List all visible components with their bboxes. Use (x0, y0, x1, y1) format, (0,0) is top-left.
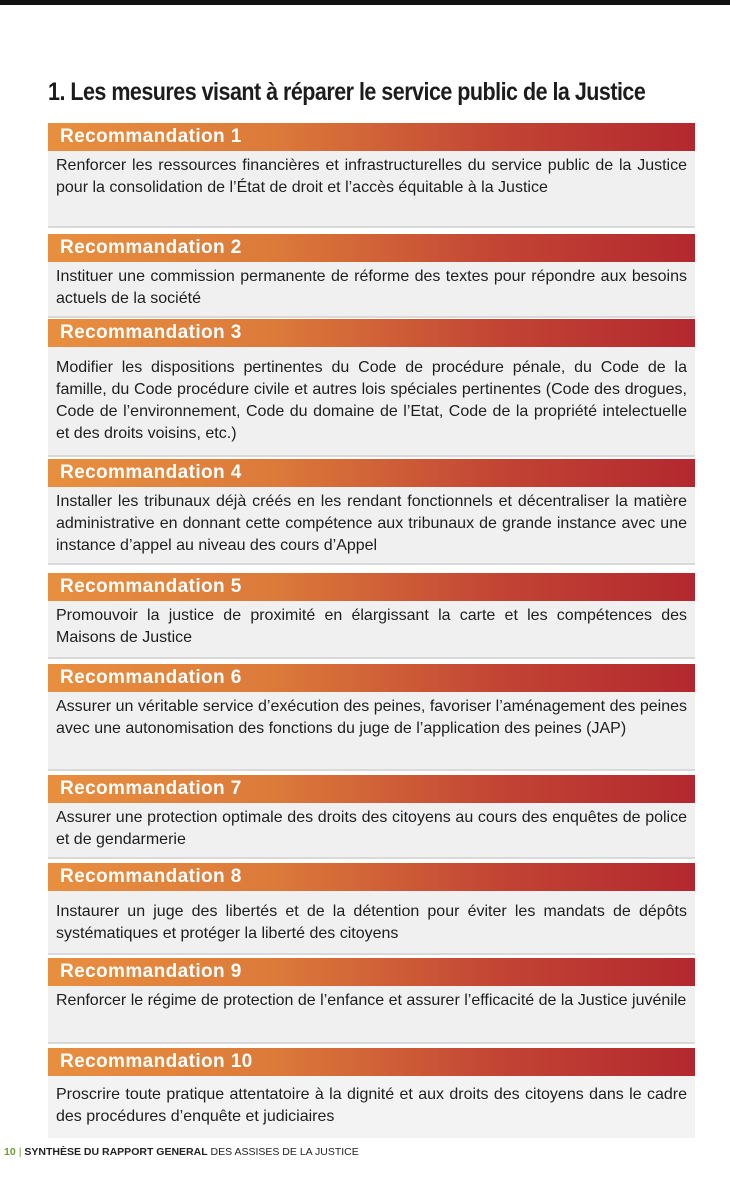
top-border (0, 0, 730, 5)
footer-title-regular: DES ASSISES DE LA JUSTICE (207, 1146, 359, 1158)
recommendation-text: Modifier les dispositions pertinentes du Code de procédure pénale, du Code de la famille, du Code procédure civile et autres lois spéciales pertinentes (Code des drogues, Code de l’environnement, Code du domaine de l’Etat, Code de la propriété intelectuelle et des droits voisins, etc.) (48, 347, 695, 457)
recommendation-header: Recommandation 5 (48, 573, 695, 601)
recommendation-header: Recommandation 10 (48, 1048, 695, 1076)
recommendation-header: Recommandation 4 (48, 459, 695, 487)
recommendation-10 (48, 1048, 695, 1138)
recommendation-text: Renforcer le régime de protection de l’enfance et assurer l’efficacité de la Justice juvénile (48, 986, 695, 1044)
recommendation-header: Recommandation 9 (48, 958, 695, 986)
recommendation-text: Proscrire toute pratique attentatoire à la dignité et aux droits des citoyens dans le cadre des procédures d’enquête et judiciaires (48, 1076, 695, 1138)
recommendation-3 (48, 319, 695, 457)
recommendation-7 (48, 775, 695, 859)
recommendation-text: Promouvoir la justice de proximité en élargissant la carte et les compétences des Maisons de Justice (48, 601, 695, 659)
recommendation-text: Instituer une commission permanente de réforme des textes pour répondre aux besoins actuels de la société (48, 262, 695, 318)
page-footer (4, 1146, 359, 1158)
recommendation-header: Recommandation 1 (48, 123, 695, 151)
recommendation-header: Recommandation 8 (48, 863, 695, 891)
recommendation-text: Assurer un véritable service d’exécution des peines, favoriser l’aménagement des peines avec une autonomisation des fonctions du juge de l’application des peines (JAP) (48, 692, 695, 771)
recommendation-header: Recommandation 6 (48, 664, 695, 692)
recommendation-8 (48, 863, 695, 955)
page-number: 10 (4, 1146, 16, 1158)
recommendation-header: Recommandation 7 (48, 775, 695, 803)
recommendation-text: Assurer une protection optimale des droits des citoyens au cours des enquêtes de police et de gendarmerie (48, 803, 695, 859)
recommendation-5 (48, 573, 695, 659)
section-title: 1. Les mesures visant à réparer le service public de la Justice (48, 78, 646, 106)
recommendation-9 (48, 958, 695, 1044)
recommendation-2 (48, 234, 695, 318)
recommendation-header: Recommandation 2 (48, 234, 695, 262)
recommendation-6 (48, 664, 695, 771)
recommendation-text: Renforcer les ressources financières et infrastructurelles du service public de la Justice pour la consolidation de l’État de droit et l’accès équitable à la Justice (48, 151, 695, 228)
recommendation-header: Recommandation 3 (48, 319, 695, 347)
footer-title-bold: SYNTHÈSE DU RAPPORT GENERAL (24, 1146, 208, 1158)
footer-separator: | (18, 1146, 22, 1158)
recommendation-text: Installer les tribunaux déjà créés en les rendant fonctionnels et décentraliser la matière administrative en donnant cette compétence aux tribunaux de grande instance avec une instance d’appel au niveau des cours d’Appel (48, 487, 695, 565)
recommendation-4 (48, 459, 695, 565)
recommendation-1 (48, 123, 695, 228)
recommendation-text: Instaurer un juge des libertés et de la détention pour éviter les mandats de dépôts systématiques et protéger la liberté des citoyens (48, 891, 695, 955)
